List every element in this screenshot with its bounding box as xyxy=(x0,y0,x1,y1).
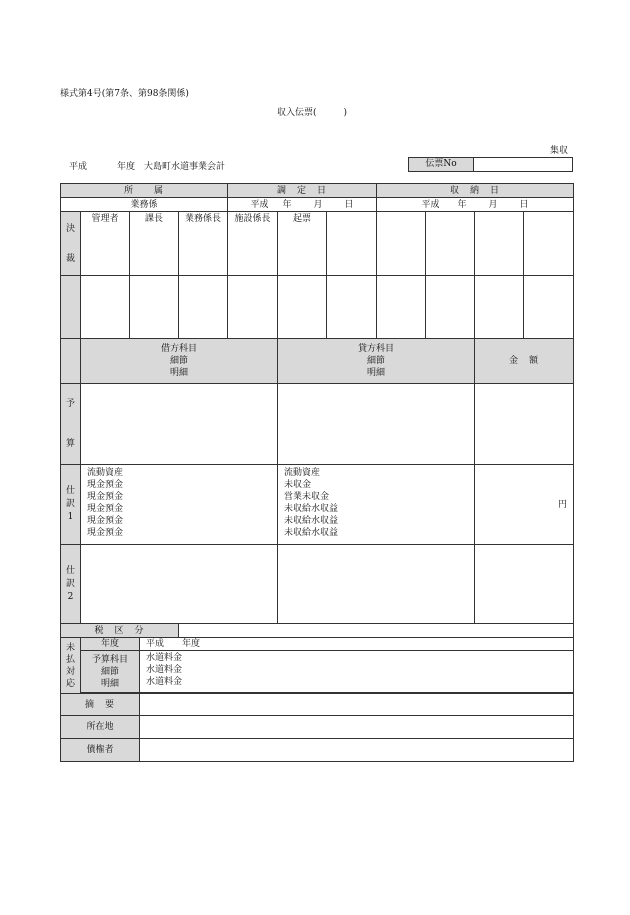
debit-subitem-label: 細節 xyxy=(170,356,189,366)
credit-account-header xyxy=(278,339,475,384)
stamp-drafter-label: 起票 xyxy=(293,214,312,224)
adjustment-date-day: 日 xyxy=(344,199,354,210)
entry1-credit-line: 流動資産 xyxy=(284,468,321,478)
stamp-business-chief[interactable] xyxy=(179,212,228,276)
stamp-business-chief-label: 業務係長 xyxy=(185,214,222,224)
stamp-cell[interactable] xyxy=(278,276,327,339)
receipt-date-year: 年 xyxy=(457,199,467,210)
page-title: 収入伝票( ) xyxy=(277,108,348,118)
receipt-date-month: 月 xyxy=(488,199,498,210)
entry1-credit-line: 未収給水収益 xyxy=(284,504,339,514)
unpaid-year-field[interactable]: 平成 年度 xyxy=(140,638,574,651)
entry1-credit-cell[interactable] xyxy=(278,465,475,545)
stamp-cell[interactable] xyxy=(377,276,426,339)
adjustment-date-month: 月 xyxy=(313,199,323,210)
unpaid-year-label: 年度 xyxy=(81,638,140,651)
credit-account-label: 貸方科目 xyxy=(358,344,395,354)
debit-detail-label: 明細 xyxy=(170,368,189,378)
entry1-debit-line: 現金預金 xyxy=(87,480,124,490)
budget-subitem-label: 細節 xyxy=(100,666,119,677)
form-number: 様式第4号(第7条、第98条関係) xyxy=(60,89,189,99)
receipt-date-header: 収 納 日 xyxy=(377,184,574,198)
budget-item-labels xyxy=(81,651,140,693)
summary-field[interactable] xyxy=(140,694,574,716)
stamp-cell[interactable] xyxy=(524,212,574,276)
stamp-facility-chief[interactable] xyxy=(228,212,278,276)
stamp-manager-label: 管理者 xyxy=(91,214,119,224)
budget-label: 予算 xyxy=(61,384,81,465)
slip-number-field[interactable] xyxy=(474,157,573,172)
approval-label: 決裁 xyxy=(61,212,81,276)
stamp-cell[interactable] xyxy=(475,212,524,276)
department-header: 所 属 xyxy=(61,184,228,198)
entry1-debit-line: 現金預金 xyxy=(87,504,124,514)
entry1-debit-line: 現金預金 xyxy=(87,528,124,538)
slip-number-label: 伝票No xyxy=(408,157,474,172)
stamp-facility-chief-label: 施設係長 xyxy=(234,214,271,224)
staff-section: 業務係 xyxy=(61,198,228,212)
stamp-section-chief-label: 課長 xyxy=(144,214,163,224)
unpaid-label: 未払対応 xyxy=(61,638,81,694)
entry2-amount-cell[interactable] xyxy=(475,545,574,624)
stamp-cell[interactable] xyxy=(524,276,574,339)
stamp-cell[interactable] xyxy=(327,276,377,339)
stamp-manager[interactable] xyxy=(81,212,130,276)
stamp-cell[interactable] xyxy=(179,276,228,339)
tax-category-field[interactable] xyxy=(179,624,574,638)
account-header-spacer xyxy=(61,339,81,384)
summary-label: 摘 要 xyxy=(61,694,140,716)
adjustment-date-field[interactable] xyxy=(228,198,377,212)
entry1-debit-line: 流動資産 xyxy=(87,468,124,478)
approval-label-lower xyxy=(61,276,81,339)
budget-item-label: 予算科目 xyxy=(91,654,128,665)
stamp-section-chief[interactable] xyxy=(130,212,179,276)
fiscal-year-label: 年度 xyxy=(117,162,136,172)
stamp-cell[interactable] xyxy=(377,212,426,276)
entry1-credit-line: 未収金 xyxy=(284,480,312,490)
budget-subitem-value: 水道料金 xyxy=(146,665,183,675)
entry1-debit-line: 現金預金 xyxy=(87,516,124,526)
receipt-date-day: 日 xyxy=(519,199,529,210)
budget-detail-label: 明細 xyxy=(100,678,119,689)
voucher-form xyxy=(60,183,573,763)
entry1-credit-line: 未収給水収益 xyxy=(284,528,339,538)
collection-label: 集収 xyxy=(550,146,569,156)
entry1-credit-line: 営業未収金 xyxy=(284,492,330,502)
creditor-label: 債権者 xyxy=(61,739,140,762)
budget-debit-cell[interactable] xyxy=(81,384,278,465)
stamp-cell[interactable] xyxy=(426,276,475,339)
stamp-cell[interactable] xyxy=(130,276,179,339)
receipt-date-era: 平成 xyxy=(421,199,440,210)
stamp-cell[interactable] xyxy=(228,276,278,339)
address-label: 所在地 xyxy=(61,716,140,739)
receipt-date-field[interactable] xyxy=(377,198,574,212)
adjustment-date-year: 年 xyxy=(282,199,292,210)
entry2-label: 仕訳2 xyxy=(61,545,81,624)
entry1-amount-cell[interactable] xyxy=(475,465,574,545)
entry1-credit-line: 未収給水収益 xyxy=(284,516,339,526)
debit-account-label: 借方科目 xyxy=(161,344,198,354)
organization-name: 大島町水道事業会計 xyxy=(144,162,226,172)
credit-subitem-label: 細節 xyxy=(367,356,386,366)
address-field[interactable] xyxy=(140,716,574,739)
amount-header: 金 額 xyxy=(475,339,574,384)
entry1-label: 仕訳1 xyxy=(61,465,81,545)
budget-item-value: 水道料金 xyxy=(146,653,183,663)
stamp-cell[interactable] xyxy=(327,212,377,276)
stamp-drafter[interactable] xyxy=(278,212,327,276)
budget-amount-cell[interactable] xyxy=(475,384,574,465)
debit-account-header xyxy=(81,339,278,384)
adjustment-date-header: 調 定 日 xyxy=(228,184,377,198)
budget-credit-cell[interactable] xyxy=(278,384,475,465)
adjustment-date-era: 平成 xyxy=(250,199,269,210)
budget-item-field[interactable] xyxy=(140,651,574,693)
entry1-debit-line: 現金預金 xyxy=(87,492,124,502)
entry2-debit-cell[interactable] xyxy=(81,545,278,624)
fiscal-era: 平成 xyxy=(69,162,88,172)
credit-detail-label: 明細 xyxy=(367,368,386,378)
entry1-debit-cell[interactable] xyxy=(81,465,278,545)
stamp-cell[interactable] xyxy=(426,212,475,276)
stamp-cell[interactable] xyxy=(475,276,524,339)
tax-category-label: 税 区 分 xyxy=(61,624,179,638)
yen-unit: 円 xyxy=(558,499,568,510)
creditor-field[interactable] xyxy=(140,739,574,762)
budget-detail-value: 水道料金 xyxy=(146,677,183,687)
stamp-cell[interactable] xyxy=(81,276,130,339)
entry2-credit-cell[interactable] xyxy=(278,545,475,624)
